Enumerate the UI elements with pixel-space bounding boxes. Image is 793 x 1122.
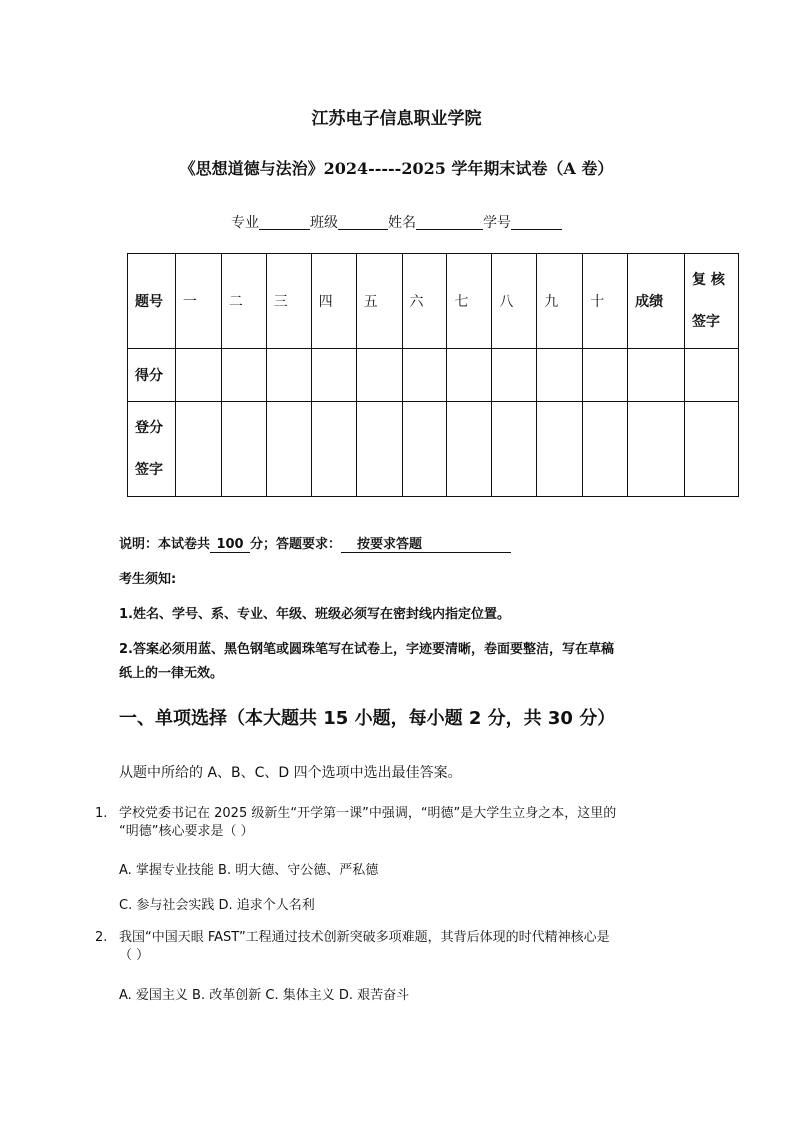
student-info-line: [0, 212, 793, 232]
score-row-label: 得分: [128, 349, 176, 402]
header-cell-q1: 一: [175, 254, 221, 349]
sign-label-line1: 登分: [135, 420, 163, 436]
header-cell-q2: 二: [221, 254, 266, 349]
notice-rule-1: 1.姓名、学号、系、专业、年级、班级必须写在密封线内指定位置。: [119, 607, 510, 622]
sign-cell[interactable]: [492, 402, 537, 497]
notice-rule-2-line2: 纸上的一律无效。: [119, 666, 224, 681]
score-cell[interactable]: [447, 349, 492, 402]
question-text-line1: 学校党委书记在 2025 级新生“开学第一课”中强调，“明德”是大学生立身之本，这里的: [119, 806, 617, 821]
question-2: [95, 929, 695, 969]
id-label: 学号: [483, 215, 511, 231]
header-cell-q6: 六: [402, 254, 447, 349]
question-1-options-line2: C. 参与社会实践 D. 追求个人名利: [119, 898, 315, 913]
question-text: [119, 929, 679, 965]
score-cell[interactable]: [175, 349, 221, 402]
notice-title: 考生须知:: [119, 572, 177, 587]
table-header-row: [128, 254, 739, 349]
sign-row-label: [128, 402, 176, 497]
question-1: [95, 805, 695, 845]
sign-cell[interactable]: [628, 402, 685, 497]
score-cell[interactable]: [537, 349, 583, 402]
header-cell-q3: 三: [266, 254, 311, 349]
score-cell[interactable]: [356, 349, 402, 402]
question-text-line2: “明德”核心要求是（ ）: [119, 824, 254, 839]
class-blank[interactable]: [338, 215, 388, 230]
header-cell-label: 题号: [128, 254, 176, 349]
sign-cell[interactable]: [447, 402, 492, 497]
id-blank[interactable]: [511, 215, 562, 230]
score-cell[interactable]: [311, 349, 356, 402]
question-number: 2.: [95, 930, 108, 945]
exam-description: [119, 533, 511, 553]
question-2-options-line1: A. 爱国主义 B. 改革创新 C. 集体主义 D. 艰苦奋斗: [119, 988, 410, 1003]
header-cell-q8: 八: [492, 254, 537, 349]
question-text-line1: 我国“中国天眼 FAST”工程通过技术创新突破多项难题，其背后体现的时代精神核心是: [119, 930, 610, 945]
section-description: 从题中所给的 A、B、C、D 四个选项中选出最佳答案。: [119, 765, 462, 781]
header-cell-q5: 五: [356, 254, 402, 349]
score-cell[interactable]: [402, 349, 447, 402]
score-cell[interactable]: [583, 349, 628, 402]
sign-cell[interactable]: [221, 402, 266, 497]
sign-row: [128, 402, 739, 497]
sign-cell[interactable]: [685, 402, 739, 497]
section-heading: 一、单项选择（本大题共 15 小题，每小题 2 分，共 30 分）: [119, 708, 616, 729]
sign-cell[interactable]: [537, 402, 583, 497]
score-cell[interactable]: [266, 349, 311, 402]
sign-label-line2: 签字: [135, 462, 163, 478]
review-label-line2: 签字: [692, 314, 721, 330]
total-score: 100: [210, 537, 250, 553]
sign-cell[interactable]: [311, 402, 356, 497]
question-1-options-line1: A. 掌握专业技能 B. 明大德、守公德、严私德: [119, 863, 379, 878]
sign-cell[interactable]: [266, 402, 311, 497]
score-cell[interactable]: [685, 349, 739, 402]
question-text: [119, 805, 679, 841]
exam-title: 《思想道德与法治》2024-----2025 学年期末试卷（A 卷）: [179, 159, 614, 178]
review-label-line1: 复 核: [692, 272, 725, 288]
school-name: 江苏电子信息职业学院: [311, 109, 482, 129]
description-prefix: 说明：本试卷共: [119, 537, 211, 552]
header-cell-q7: 七: [447, 254, 492, 349]
major-blank[interactable]: [259, 215, 310, 230]
answer-requirement: 按要求答题: [341, 537, 511, 553]
question-text-line2: （ ）: [119, 948, 150, 963]
header-cell-q9: 九: [537, 254, 583, 349]
header-cell-total: 成绩: [628, 254, 685, 349]
header-cell-review: [685, 254, 739, 349]
sign-cell[interactable]: [583, 402, 628, 497]
name-label: 姓名: [388, 215, 416, 231]
score-cell[interactable]: [628, 349, 685, 402]
question-number: 1.: [95, 806, 108, 821]
name-blank[interactable]: [416, 215, 483, 230]
major-label: 专业: [231, 215, 259, 231]
description-mid: 分；答题要求：: [250, 537, 342, 552]
score-cell[interactable]: [492, 349, 537, 402]
class-label: 班级: [310, 215, 338, 231]
header-cell-q4: 四: [311, 254, 356, 349]
score-table: [127, 253, 739, 497]
sign-cell[interactable]: [402, 402, 447, 497]
sign-cell[interactable]: [175, 402, 221, 497]
score-row: [128, 349, 739, 402]
header-cell-q10: 十: [583, 254, 628, 349]
notice-rule-2-line1: 2.答案必须用蓝、黑色钢笔或圆珠笔写在试卷上，字迹要清晰，卷面要整洁，写在草稿: [119, 642, 614, 657]
score-cell[interactable]: [221, 349, 266, 402]
sign-cell[interactable]: [356, 402, 402, 497]
